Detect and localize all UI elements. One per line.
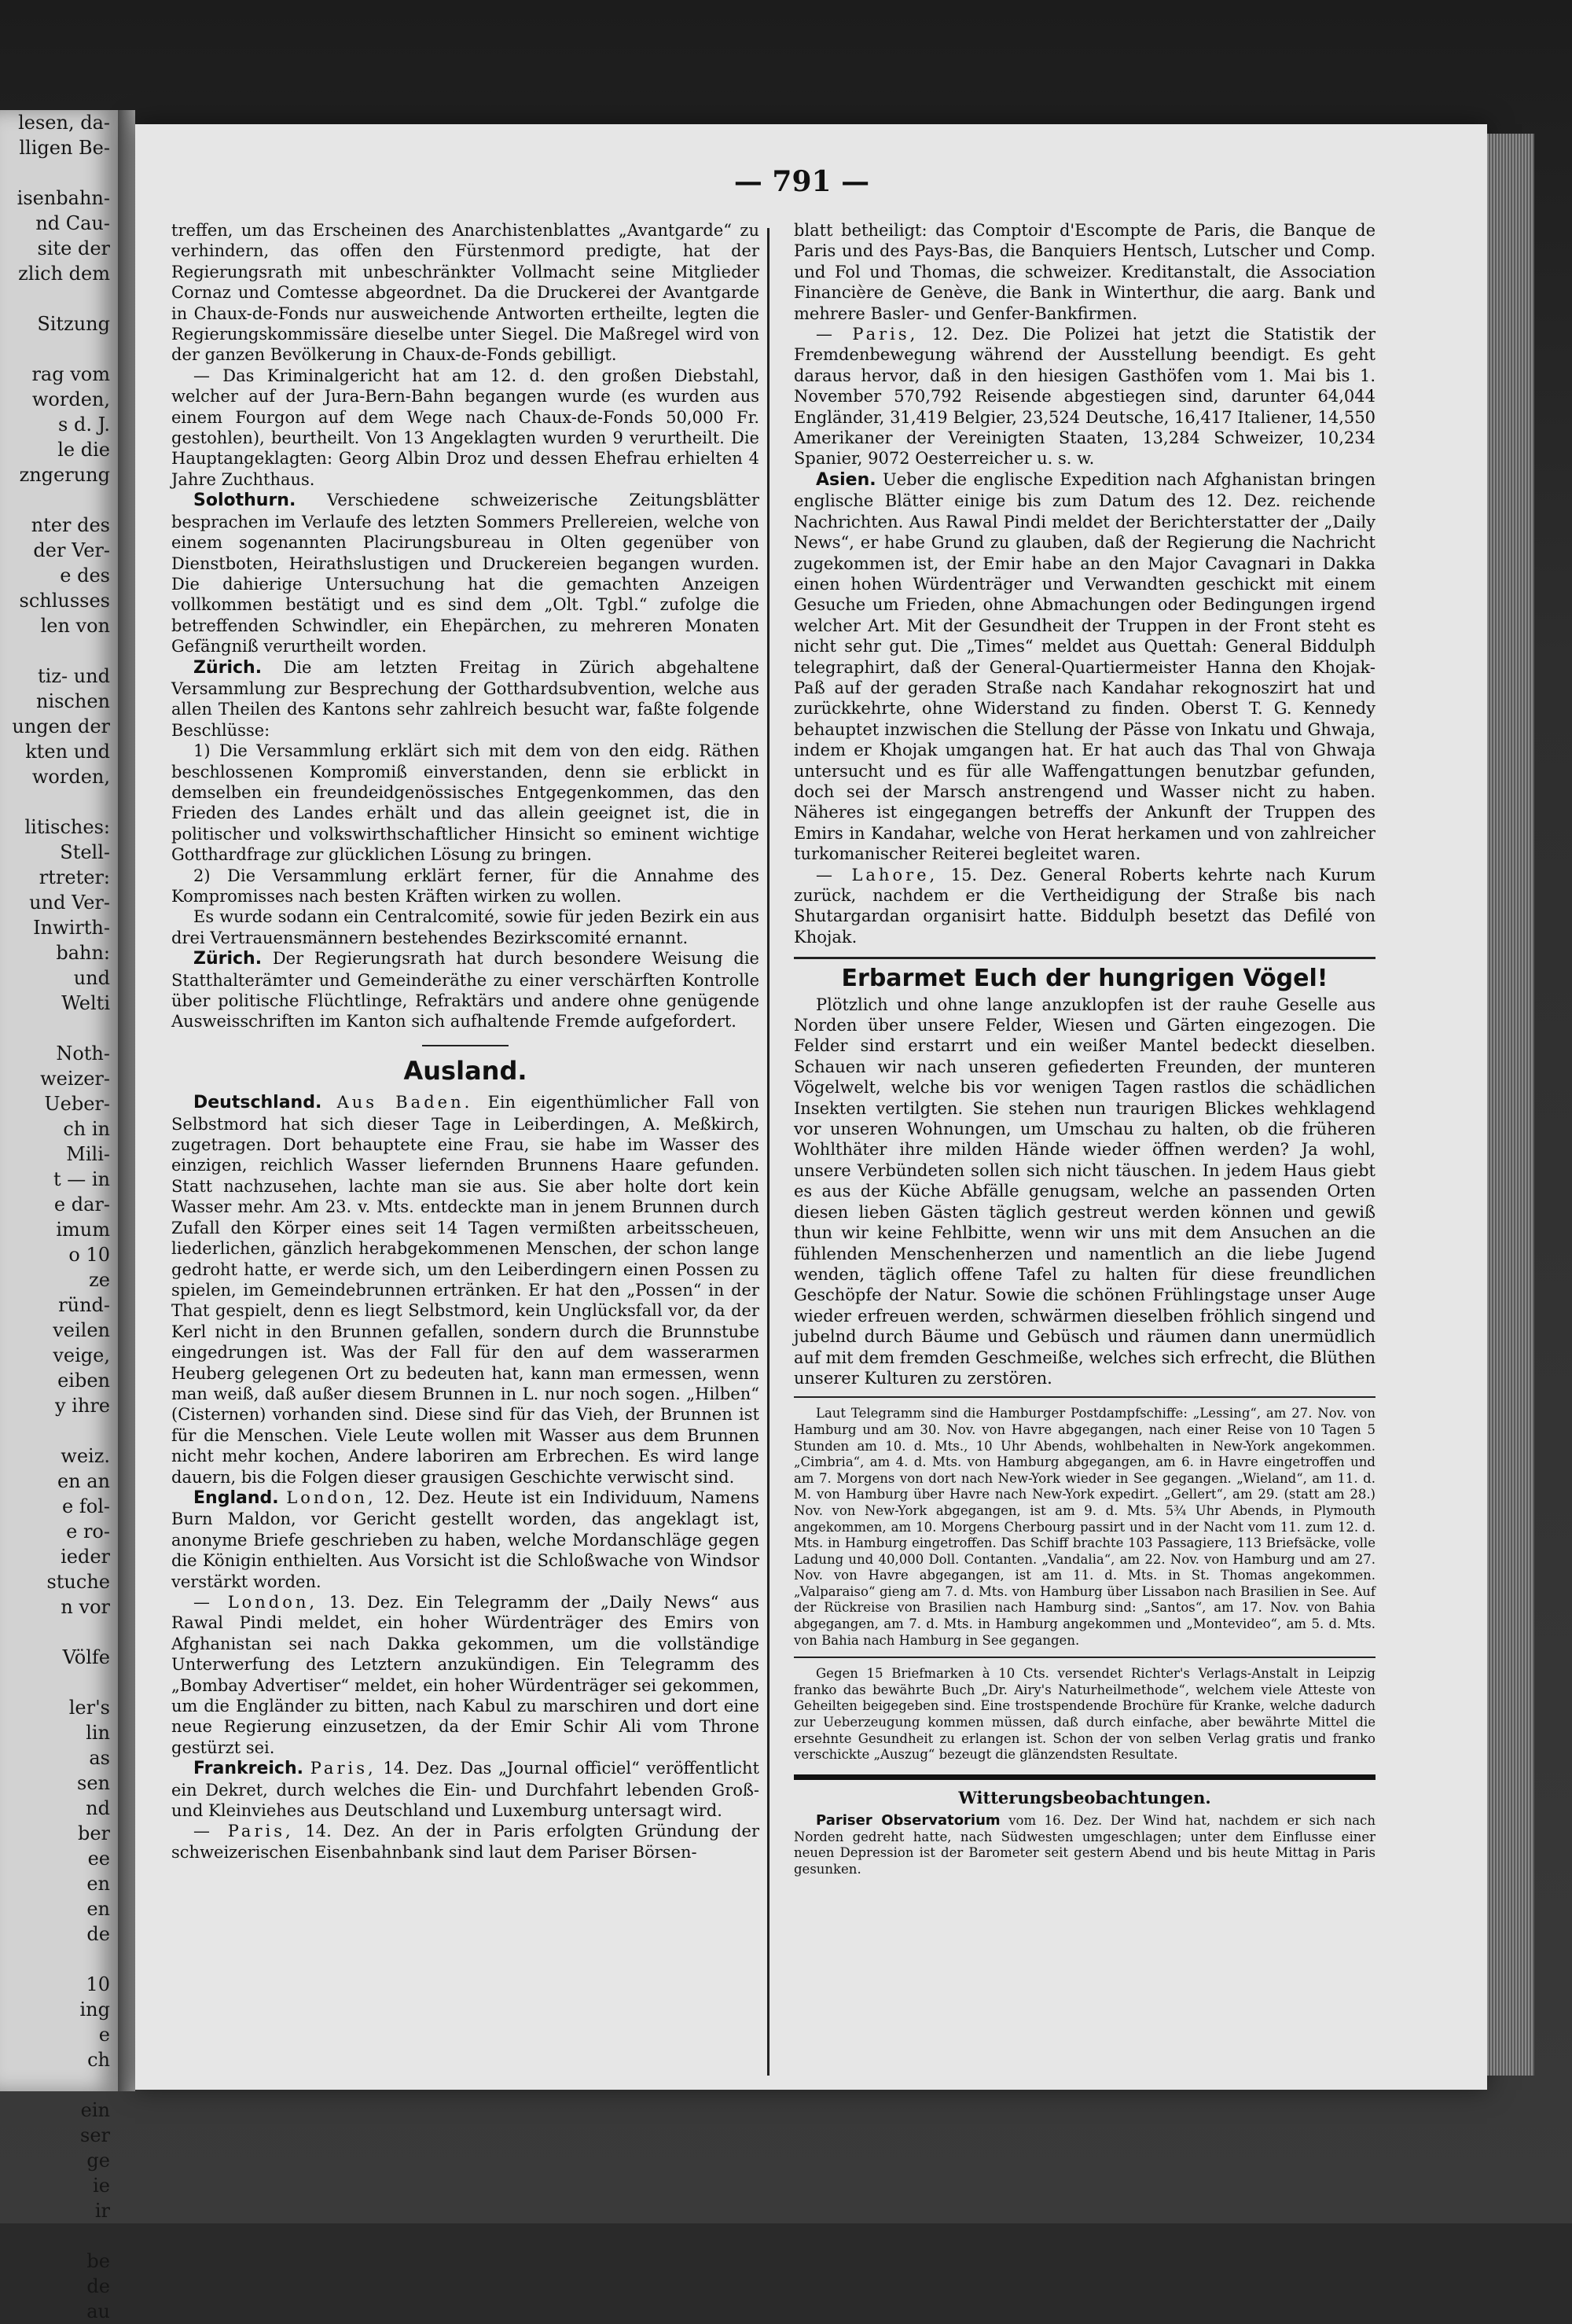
prev-page-line: zngerung — [19, 464, 110, 486]
prev-page-line: kten und — [25, 741, 110, 763]
article-zurich-refugees: Zürich. Der Regierungsrath hat durch besondere Weisung die Statthalterämter und Gemeinderäthe zu einer verschärften Kontrolle über politische Flüchtlinge, Refraktärs und andere ohne genügende Ausweisschriften im Kanton sich aufhaltende Fremde aufgefordert. — [171, 949, 759, 1031]
prev-page-line: ungen der — [12, 715, 110, 737]
appeal-text: Plötzlich und ohne lange anzuklopfen ist der rauhe Geselle aus Norden über unsere Felder, Wiesen und Gärten eingezogen. Die Felder sind erstarrt und ein weißer Mantel bedeckt dieselben. Schauen wir nach unseren gefiederten Freunden, der munteren Vögelwelt, welche bis vor wenigen Tagen rastlos die schädlichen Insekten vertilgten. Sie stehen nun traurigen Blickes wehklagend vor unseren Wohnungen, um Umschau zu halten, ob die früheren Wohlthäter ihre milden Hände wieder öffnen werden? Ja wohl, unsere Verbündeten sollen sich nicht täuschen. In jedem Haus giebt es aus der Küche Abfälle genugsam, welche an passenden Orten diesen lieben Gästen täglich gestreut werden können und gewiß thun wir keine Fehlbitte, wenn wir uns mit dem Ansuchen an die fühlenden Menschenherzen und namentlich an die liebe Jugend wenden, täglich offene Tafel zu halten für diese freundlichen Geschöpfe der Natur. Sowie die schönen Frühlingstage unser Auge wieder erfreuen werden, schwärmen dieselben fröhlich singend und jubelnd durch Bäume und Gebüsch und räumen dann unermüdlich auf mit dem fremden Geschmeiße, welches sich erfrecht, die Blüthen unserer Kulturen zu zerstören. — [794, 995, 1376, 1388]
dateline-paris-2: — Paris, — [193, 1822, 294, 1841]
prev-page-line: nd Cau- — [35, 212, 110, 234]
prev-page-line: e dar- — [53, 1193, 110, 1215]
prev-page-line — [0, 2072, 118, 2098]
prev-page-line: und Ver- — [29, 892, 110, 914]
prev-page-line: ieder — [61, 1546, 110, 1568]
prev-page-line: weiz. — [61, 1445, 110, 1467]
prev-page-line: le die — [57, 439, 110, 461]
box-rule-top — [794, 957, 1376, 959]
prev-page-line — [0, 1620, 118, 1645]
prev-page-line: litisches: — [24, 816, 110, 838]
section-title-ausland: Ausland. — [403, 1055, 527, 1086]
prev-page-line: e des — [60, 564, 110, 587]
dateline-lahore: — Lahore, — [816, 865, 938, 884]
weather-title: Witterungsbeobachtungen. — [958, 1787, 1211, 1807]
prev-page-line: en an — [57, 1470, 110, 1492]
previous-page-fragment — [0, 110, 118, 2322]
prev-page-line: lin — [86, 1722, 110, 1744]
prev-page-line — [0, 160, 118, 186]
article-avantgarde: treffen, um das Erscheinen des Anarchistenblattes „Avantgarde“ zu verhindern, das offen den Fürstenmord predigte, hat der Regierungsrath mit unbeschränkter Vollmacht seine Mitglieder Cornaz und Comtesse abgeordnet. Da die Druckerei der Avantgarde in Chaux-de-Fonds nur ausweichende Antworten ertheilte, legten die Regierungskommissäre dieselbe unter Siegel. Die Maßregel wird von der ganzen Bevölkerung in Chaux-de-Fonds gebilligt. — [171, 221, 759, 365]
prev-page-line: Noth- — [56, 1042, 110, 1065]
country-heading-deutschland: Deutschland. — [193, 1093, 322, 1113]
article-deutschland: Deutschland. Aus Baden. Ein eigenthümlicher Fall von Selbstmord hat sich dieser Tage in Leiberdingen, A. Meßkirch, zugetragen. Dort behauptete eine Frau, sie habe im Wasser des einzigen, reichlich Wasser liefernden Brunnens Haare gefunden. Statt nachzusehen, lachte man sie aus. Sie aber holte dort kein Wasser mehr. Am 23. v. Mts. entdeckte man in jenem Brunnen durch Zufall den Körper eines seit 14 Tagen vermißten arbeitsscheuen, liederlichen, gänzlich herabgekommenen Menschen, der schon lange gedroht hatte, er werde sich, um den Leiberdingern einen Possen zu spielen, im Gemeindebrunnen ertränken. Er hat den „Possen“ in der That gespielt, denn es liegt Selbstmord, kein Unglücksfall vor, da der Kerl nicht in den Brunnen gefallen, sondern durch die Brunnstube eingedrungen ist. Was der Fall für den auf dem wasserarmen Heuberg gelegenen Ort zu bedeuten hat, kann man ermessen, wenn man weiß, daß außer diesem Brunnen in L. nur noch sogen. „Hilben“ (Cisternen) vorhanden sind. Diese sind für das Vieh, der Brunnen ist für die Menschen. Viele Leute wollen mit Wasser aus dem Brunnen nicht mehr kochen, Andere laboriren am Erbrechen. Es wird lange dauern, bis die Folgen dieser grausigen Geschichte verwischt sind. — [171, 1093, 760, 1487]
prev-page-line: Mili- — [66, 1143, 110, 1165]
box-rule-bottom — [794, 1396, 1376, 1398]
prev-page-line — [0, 336, 118, 362]
article-london-telegram: — London, 13. Dez. Ein Telegramm der „Daily News“ aus Rawal Pindi meldet, ein hoher Würdenträger des Emirs von Afghanistan sei nach Dakka gekommen, um die vollständige Unterwerfung des Letztern anzukündigen. Ein Telegramm des „Bombay Advertiser“ meldet, ein hoher Würdenträger sei gekommen, um die Engländer zu bitten, nach Kabul zu marschiren und dort eine neue Regierung einzusetzen, da der Emir Schir Ali vom Throne gestürzt sei. — [171, 1593, 759, 1757]
country-heading-asien: Asien. — [816, 469, 876, 490]
prev-page-line: lesen, da- — [18, 112, 110, 134]
appeal-title: Erbarmet Euch der hungrigen Vögel! — [841, 965, 1328, 993]
prev-page-line: ing — [79, 1999, 110, 2021]
weather-observatory-heading: Pariser Observatorium — [816, 1812, 1001, 1829]
prev-page-line — [0, 2223, 118, 2249]
prev-page-line — [0, 1418, 118, 1443]
resolution-item-2: 2) Die Versammlung erklärt ferner, für die Annahme des Kompromisses nach besten Kräften wirken zu wollen. — [171, 866, 759, 906]
prev-page-line: lligen Be- — [19, 137, 110, 159]
prev-page-line: Welti — [61, 992, 110, 1014]
weather-report: Pariser Observatorium vom 16. Dez. Der Wind hat, nachdem er sich nach Norden gedreht hatte, nach Südwesten umgeschlagen; unter dem Einflusse einer neuen Depression ist der Barometer seit gestern Abend und bis heute Mittag in Paris gesunken. — [794, 1812, 1376, 1877]
section-divider — [422, 1045, 509, 1046]
canton-heading-solothurn: Solothurn. — [193, 491, 296, 511]
prev-page-line: Sitzung — [37, 313, 110, 335]
article-paris-statistics: — Paris, 12. Dez. Die Polizei hat jetzt die Statistik der Fremdenbewegung während der Ausstellung beendigt. Es geht daraus hervor, daß in den hiesigen Gasthöfen vom 1. Mai bis 1. November 570,792 Reisende abgestiegen sind, darunter 64,044 Engländer, 31,419 Belgier, 23,524 Deutsche, 16,417 Italiener, 14,550 Amerikaner der Vereinigten Staaten, 13,284 Schweizer, 10,234 Spanier, 9072 Oesterreicher u. s. w. — [794, 325, 1376, 469]
canton-heading-zurich: Zürich. — [193, 657, 263, 678]
prev-page-line: site der — [37, 237, 110, 259]
prev-page-line: 10 — [86, 1973, 110, 1995]
prev-page-line: Völfe — [62, 1646, 110, 1668]
prev-page-line: ze — [89, 1269, 110, 1291]
prev-page-line: y ihre — [55, 1395, 110, 1417]
article-frankreich: Frankreich. Paris, 14. Dez. Das „Journal officiel“ veröffentlicht ein Dekret, durch welches die Ein- und Durchfahrt lebenden Groß- und Kleinviehes aus Deutschland und Luxemburg untersagt wird. — [171, 1759, 759, 1821]
article-eisenbahnbank-cont: blatt betheiligt: das Comptoir d'Escompte de Paris, die Banque de Paris und des Pays-Bas, die Banquiers Hentsch, Lutscher und Comp. und Fol und Thomas, die schweizer. Kreditanstalt, die Association Financière de Genève, die Bank in Winterthur, die aarg. Bank und mehrere Basler- und Genfer-Bankfirmen. — [794, 221, 1376, 323]
article-jura-bern-theft: — Das Kriminalgericht hat am 12. d. den großen Diebstahl, welcher auf der Jura-Bern-Bahn begangen wurde (es wurden aus einem Fourgon auf dem Wege nach Chaux-de-Fonds 50,000 Fr. gestohlen), beurtheilt. Von 13 Angeklagten wurden 9 verurtheilt. Die Hauptangeklagten: Georg Albin Droz und dessen Ehefrau erhielten 4 Jahre Zuchthaus. — [171, 366, 759, 489]
column-divider — [767, 228, 769, 2076]
article-lahore: — Lahore, 15. Dez. General Roberts kehrte nach Kurum zurück, nachdem er die Vertheidigung der Straße bis nach Shutargardan organisirt hatte. Biddulph besetzt das Defilé von Khojak. — [794, 865, 1376, 947]
prev-page-line: au — [86, 2300, 110, 2322]
prev-page-line: ründ- — [58, 1294, 110, 1316]
canton-heading-zurich-2: Zürich. — [193, 949, 263, 969]
book-gutter — [118, 110, 135, 2091]
prev-page-line — [0, 1016, 118, 1041]
prev-page-line: schlusses — [19, 590, 110, 612]
prev-page-line: sen — [77, 1772, 110, 1794]
prev-page-line: de — [86, 2275, 110, 2297]
prev-page-line: as — [89, 1747, 110, 1769]
prev-page-line: ch in — [63, 1118, 110, 1140]
article-solothurn: Solothurn. Verschiedene schweizerische Zeitungsblätter besprachen im Verlaufe des letzten Sommers Prellereien, welche von einem sogenannten Placirungsbureau in Olten gegenüber von Dienstboten, Heirathslustigen und Druckereien begangen wurden. Die dahierige Untersuchung hat die gemachten Anzeigen vollkommen bestätigt und es sind dem „Olt. Tgbl.“ zufolge die betreffenden Schwindler, ein Ehepärchen, zu mehreren Monaten Gefängniß verurtheilt worden. — [171, 491, 759, 656]
article-england: England. London, 12. Dez. Heute ist ein Individuum, Namens Burn Maldon, vor Gericht gestellt worden, das angeklagt ist, anonyme Briefe geschrieben zu haben, welche Mordanschläge gegen die Königin enthielten. Aus Vorsicht ist die Schloßwache von Windsor verstärkt worden. — [171, 1487, 759, 1591]
dateline-paris-3: — Paris, — [816, 325, 919, 344]
advert-airy-naturheilmethode: Gegen 15 Briefmarken à 10 Cts. versendet Richter's Verlags-Anstalt in Leipzig franko das bewährte Buch „Dr. Airy's Naturheilmethode“, welchem viele Atteste von Geheilten beigegeben sind. Eine trostspendende Brochüre für Kranke, welche dadurch zur Ueberzeugung kommen müssen, daß durch einfache, aber bewährte Mittel die ersehnte Gesundheit zu erlangen ist. Schon der von selben Verlag gratis und franko verschickte „Auszug“ bezeugt die glänzendsten Resultate. — [794, 1666, 1376, 1763]
dateline-baden: Aus Baden. — [336, 1093, 473, 1112]
prev-page-line — [0, 286, 118, 311]
dateline-paris: Paris, — [310, 1759, 376, 1778]
prev-page-line: veige, — [53, 1344, 110, 1366]
prev-page-line — [0, 487, 118, 513]
prev-page-line: ein — [80, 2099, 110, 2121]
prev-page-line: der Ver- — [33, 539, 110, 561]
prev-page-line: und — [73, 967, 110, 989]
prev-page-line: ler's — [68, 1697, 110, 1719]
prev-page-line: Ueber- — [44, 1093, 110, 1115]
prev-page-line: en — [86, 1898, 110, 1920]
prev-page-line: ge — [86, 2149, 110, 2171]
prev-page-line: worden, — [31, 766, 110, 788]
prev-page-line: isenbahn- — [17, 187, 110, 209]
weather-rule — [794, 1774, 1376, 1780]
prev-page-line: en — [86, 1873, 110, 1895]
page-number: — 791 — — [733, 165, 870, 198]
dateline-london-2: — London, — [193, 1593, 318, 1612]
prev-page-line: n vor — [61, 1596, 110, 1618]
prev-page-line — [0, 638, 118, 664]
prev-page-line: veilen — [53, 1319, 110, 1341]
article-asien: Asien. Ueber die englische Expedition nach Afghanistan bringen englische Blätter einige bis zum Datum des 12. Dez. reichende Nachrichten. Aus Rawal Pindi meldet der Berichterstatter der „Daily News“, er habe Grund zu glauben, daß der Regierung die Nachricht zugekommen ist, der Emir habe an den Major Cavagnari in Dakka einen hohen Würdenträger und Verwandten geschickt mit einem Gesuche um Frieden, ohne Abmachungen oder Bedingungen irgend welcher Art. Mit der Gesundheit der Truppen in der Front steht es nicht sehr gut. Die „Times“ meldet aus Quettah: General Biddulph telegraphirt, daß der General-Quartiermeister Hanna den Khojak-Paß auf der geraden Straße nach Kandahar rekognoszirt hat und zurückkehrte, ohne Widerstand zu finden. Oberst T. G. Kennedy behauptet inzwischen die Stellung der Pässe von Inkatu und Ghwaja, indem er Khojak umgangen hat. Er hat auch das Thal von Ghwaja untersucht und es für alle Waffengattungen benutzbar gefunden, doch sei der Marsch anstrengend und Wasser nicht zu haben. Näheres ist eingegangen betreffs der Ankunft der Truppen des Emirs in Kandahar, welche von Herat herkamen und von zahlreicher turkomanischer Reiterei begleitet waren. — [794, 469, 1376, 864]
resolution-tail: Es wurde sodann ein Centralcomité, sowie für jeden Bezirk ein aus drei Vertrauensmännern bestehendes Bezirkscomité ernannt. — [171, 907, 759, 947]
prev-page-line: bahn: — [56, 942, 110, 964]
prev-page-line: Stell- — [60, 841, 110, 863]
prev-page-line: rag vom — [31, 363, 110, 385]
country-heading-england: England. — [193, 1487, 279, 1508]
prev-page-line: nter des — [31, 514, 110, 536]
prev-page-line: e — [98, 2024, 110, 2046]
prev-page-line — [0, 1947, 118, 1972]
prev-page-line: ber — [77, 1822, 110, 1844]
prev-page-line: weizer- — [40, 1068, 110, 1090]
prev-page-line: s d. J. — [58, 414, 110, 436]
prev-page-line: worden, — [31, 388, 110, 410]
prev-page-line: nd — [86, 1797, 110, 1819]
prev-page-line: ee — [87, 1848, 110, 1870]
prev-page-line: be — [86, 2250, 110, 2272]
prev-page-line: e fol- — [62, 1495, 110, 1517]
resolution-item-1: 1) Die Versammlung erklärt sich mit dem von den eidg. Räthen beschlossenen Kompromiß einverstanden, denn sie erblickt in demselben ein freundeidgenössisches Entgegenkommen, das den Frieden des Landes erhält und das allein geeignet ist, die in politischer und volkswirthschaftlicher Hinsicht so eminent wichtige Gotthardfrage zur glücklichen Lösung zu bringen. — [171, 741, 759, 865]
prev-page-line: ie — [93, 2175, 110, 2197]
prev-page-line: zlich dem — [18, 263, 110, 285]
prev-page-line: o 10 — [68, 1244, 110, 1266]
prev-page-line: eiben — [57, 1370, 110, 1392]
article-eisenbahnbank: — Paris, 14. Dez. An der in Paris erfolgten Gründung der schweizerischen Eisenbahnbank sind laut dem Pariser Börsen- — [171, 1822, 759, 1862]
prev-page-line: rtreter: — [39, 866, 110, 888]
prev-page-line: stuche — [46, 1571, 110, 1593]
right-column — [794, 220, 1376, 1878]
notice-hamburg-steamers: Laut Telegramm sind die Hamburger Postdampfschiffe: „Lessing“, am 27. Nov. von Hamburg und am 30. Nov. von Havre abgegangen, nach einer Reise von 10 Tagen 5 Stunden am 10. d. Mts., 10 Uhr Abends, wohlbehalten in New-York angekommen. „Cimbria“, am 4. d. Mts. von Hamburg abgegangen, am 6. in Havre eingetroffen und am 7. Morgens von dort nach New-York wieder in See gegangen. „Wieland“, am 11. d. M. von Hamburg über Havre nach New-York expedirt. „Gellert“, am 29. (statt am 28.) Nov. von New-York abgegangen, ist am 9. d. Mts. 5¾ Uhr Abends, in Plymouth angekommen, am 10. Morgens Cherbourg passirt und in der Nacht vom 11. zum 12. d. Mts. in Hamburg eingetroffen. Das Schiff brachte 103 Passagiere, 113 Briefsäcke, volle Ladung und 40,000 Doll. Contanten. „Vandalia“, am 22. Nov. von Hamburg und am 27. Nov. von Havre abgegangen, ist am 11. d. Mts. in St. Thomas angekommen. „Valparaiso“ gieng am 7. d. Mts. von Hamburg über Lissabon nach Brasilien in See. Auf der Rückreise von Brasilien nach Hamburg sind: „Santos“, am 17. Nov. von Bahia abgegangen, am 7. d. Mts. in Hamburg angekommen und „Montevideo“, am 5. d. Mts. von Bahia nach Hamburg in See gegangen. — [794, 1406, 1376, 1648]
prev-page-line: nischen — [35, 690, 110, 712]
prev-page-line — [0, 789, 118, 815]
prev-page-line: ir — [94, 2200, 110, 2222]
dateline-london: London, — [286, 1487, 376, 1507]
notice-rule — [794, 1657, 1376, 1658]
article-zurich-gotthard: Zürich. Die am letzten Freitag in Zürich abgehaltene Versammlung zur Besprechung der Gotthardsubvention, welche aus allen Theilen des Kantons sehr zahlreich besucht war, faßte folgende Beschlüsse: — [171, 657, 759, 740]
prev-page-line — [0, 1670, 118, 1695]
page-stack-edge — [1487, 134, 1534, 2076]
prev-page-line: ser — [80, 2124, 110, 2146]
prev-page-line: len von — [40, 615, 110, 637]
prev-page-line: Inwirth- — [33, 917, 110, 939]
prev-page-line: de — [86, 1923, 110, 1945]
prev-page-line: e ro- — [66, 1521, 110, 1543]
prev-page-line: ch — [87, 2049, 110, 2071]
prev-page-line: tiz- und — [38, 665, 110, 687]
country-heading-frankreich: Frankreich. — [193, 1759, 303, 1779]
prev-page-line: imum — [56, 1219, 110, 1241]
prev-page-line: t — in — [53, 1168, 110, 1190]
left-column — [171, 220, 759, 1863]
